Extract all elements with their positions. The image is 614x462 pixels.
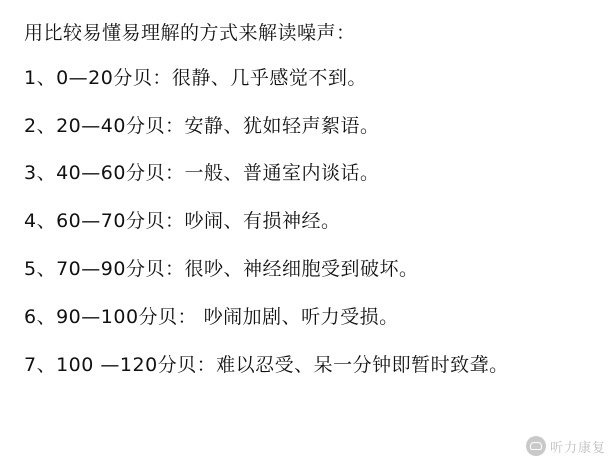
list-item: 3、40—60分贝：一般、普通室内谈话。	[24, 162, 380, 185]
list-item: 1、0—20分贝：很静、几乎感觉不到。	[24, 66, 367, 89]
wechat-logo-icon	[526, 436, 546, 456]
watermark-label: 听力康复	[549, 440, 606, 456]
list-item: 5、70—90分贝：很吵、神经细胞受到破坏。	[24, 257, 419, 280]
list-item: 6、90—100分贝： 吵闹加剧、听力受损。	[24, 305, 399, 328]
intro-paragraph: 用比较易懂易理解的方式来解读噪声：	[24, 22, 356, 44]
list-item: 2、20—40分贝：安静、犹如轻声絮语。	[24, 114, 380, 137]
list-item: 4、60—70分贝：吵闹、有损神经。	[24, 210, 341, 233]
watermark	[526, 436, 606, 456]
list-item: 7、100 —120分贝：难以忍受、呆一分钟即暂时致聋。	[24, 353, 509, 376]
